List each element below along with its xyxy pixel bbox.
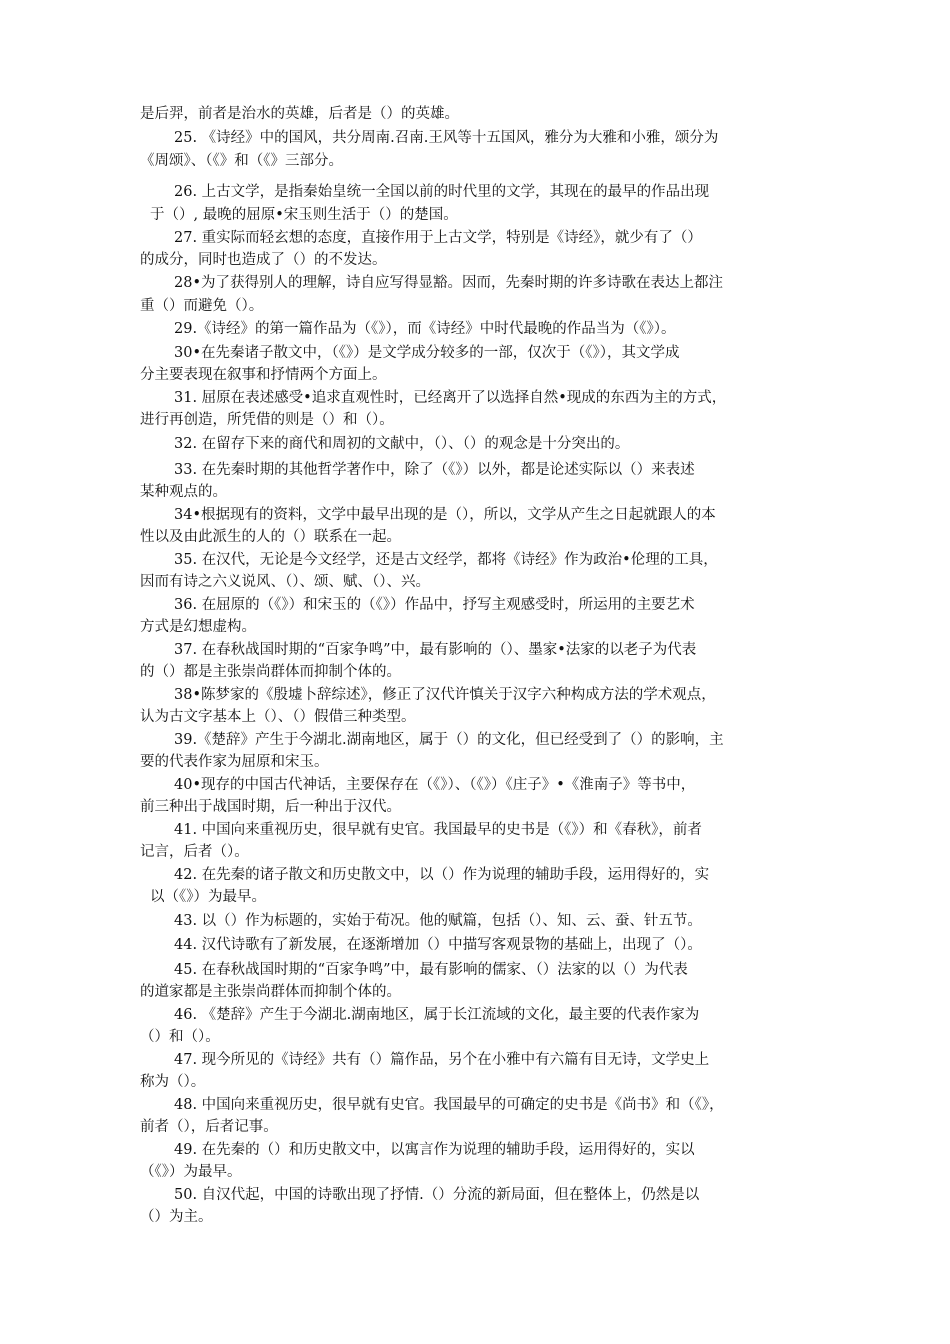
text-line: 25. 《诗经》中的国风，共分周南.召南.王风等十五国风，雅分为大雅和小雅，颂分为 [174, 130, 719, 146]
text-line: 38•陈梦家的《殷墟卜辞综述》，修正了汉代许慎关于汉字六种构成方法的学术观点， [174, 687, 716, 703]
text-line: 46. 《楚辞》产生于今湖北.湖南地区，属于长江流域的文化，最主要的代表作家为 [174, 1007, 700, 1023]
text-line: 的（）都是主张崇尚群体而抑制个体的。 [140, 664, 401, 680]
text-line: （）为主。 [140, 1209, 213, 1225]
text-line: 49. 在先秦的（）和历史散文中，以寓言作为说理的辅助手段，运用得好的，实以 [174, 1142, 695, 1158]
text-line: 以（《》）为最早。 [150, 889, 266, 905]
text-line: 39.《楚辞》产生于今湖北.湖南地区，属于（）的文化，但已经受到了（）的影响，主 [174, 732, 724, 748]
text-line: （《》）为最早。 [140, 1164, 242, 1180]
text-line: 31. 屈原在表述感受•追求直观性时，已经离开了以选择自然•现成的东西为主的方式， [174, 390, 727, 406]
text-line: 48. 中国向来重视历史，很早就有史官。我国最早的可确定的史书是《尚书》和（《》， [174, 1097, 724, 1113]
text-line: 32. 在留存下来的商代和周初的文献中，（）、（）的观念是十分突出的。 [174, 436, 630, 452]
text-line: 27. 重实际而轻玄想的态度，直接作用于上古文学，特别是《诗经》，就少有了（） [174, 230, 702, 246]
text-line: 认为古文字基本上（）、（）假借三种类型。 [140, 709, 416, 725]
text-line: 43. 以（）作为标题的，实始于荀况。他的赋篇，包括（）、知、云、蚕、针五节。 [174, 913, 702, 929]
text-line: 30•在先秦诸子散文中，（《》）是文学成分较多的一部，仅次于（《》），其文学成 [174, 345, 680, 361]
text-line: 35. 在汉代，无论是今文经学，还是古文经学，都将《诗经》作为政治•伦理的工具， [174, 552, 718, 568]
text-line: 33. 在先秦时期的其他哲学著作中，除了（《》）以外，都是论述实际以（）来表述 [174, 462, 695, 478]
text-line: 分主要表现在叙事和抒情两个方面上。 [140, 367, 387, 383]
text-line: 40•现存的中国古代神话，主要保存在（《》）、（《》）《庄子》•《淮南子》等书中， [174, 777, 696, 793]
text-line: 29.《诗经》的第一篇作品为（《》），而《诗经》中时代最晚的作品当为（《》）。 [174, 321, 676, 337]
text-line: 是后羿，前者是治水的英雄，后者是（）的英雄。 [140, 106, 459, 122]
text-line: 方式是幻想虚构。 [140, 619, 256, 635]
text-line: 41. 中国向来重视历史，很早就有史官。我国最早的史书是（《》）和《春秋》，前者 [174, 822, 702, 838]
text-line: 44. 汉代诗歌有了新发展，在逐渐增加（）中描写客观景物的基础上，出现了（）。 [174, 937, 702, 953]
text-line: 50. 自汉代起，中国的诗歌出现了抒情.（）分流的新局面，但在整体上，仍然是以 [174, 1187, 700, 1203]
text-line: 34•根据现有的资料，文学中最早出现的是（），所以，文学从产生之日起就跟人的本 [174, 507, 716, 523]
text-line: 重（）而避免（）。 [140, 298, 264, 314]
text-line: 要的代表作家为屈原和宋玉。 [140, 754, 329, 770]
text-line: 进行再创造，所凭借的则是（）和（）。 [140, 412, 394, 428]
text-line: 《周颂》、（《》和（《》三部分。 [140, 153, 343, 169]
text-line: 前者（），后者记事。 [140, 1119, 278, 1135]
text-line: 26. 上古文学，是指秦始皇统一全国以前的时代里的文学，其现在的最早的作品出现 [174, 184, 710, 200]
text-line: 记言，后者（）。 [140, 844, 249, 860]
text-line: 42. 在先秦的诸子散文和历史散文中，以（）作为说理的辅助手段，运用得好的，实 [174, 867, 710, 883]
text-line: 于（）, 最晚的屈原•宋玉则生活于（）的楚国。 [150, 207, 458, 223]
text-line: 前三种出于战国时期，后一种出于汉代。 [140, 799, 401, 815]
text-line: 36. 在屈原的（《》）和宋玉的（《》）作品中，抒写主观感受时，所运用的主要艺术 [174, 597, 695, 613]
text-line: 称为（）。 [140, 1074, 206, 1090]
text-line: 28•为了获得别人的理解，诗自应写得显豁。因而，先秦时期的许多诗歌在表达上都注 [174, 275, 724, 291]
text-line: 性以及由此派生的人的（）联系在一起。 [140, 529, 401, 545]
text-line: 47. 现今所见的《诗经》共有（）篇作品，另个在小雅中有六篇有目无诗，文学史上 [174, 1052, 710, 1068]
text-line: 的道家都是主张崇尚群体而抑制个体的。 [140, 984, 401, 1000]
text-line: 某种观点的。 [140, 484, 227, 500]
text-line: （）和（）。 [140, 1029, 220, 1045]
text-line: 45. 在春秋战国时期的“百家争鸣”中，最有影响的儒家、（）法家的以（）为代表 [174, 962, 688, 978]
text-line: 的成分，同时也造成了（）的不发达。 [140, 252, 387, 268]
text-line: 因而有诗之六义说风、（）、颂、赋、（）、兴。 [140, 574, 430, 590]
text-line: 37. 在春秋战国时期的“百家争鸣”中，最有影响的（）、墨家•法家的以老子为代表 [174, 642, 697, 658]
